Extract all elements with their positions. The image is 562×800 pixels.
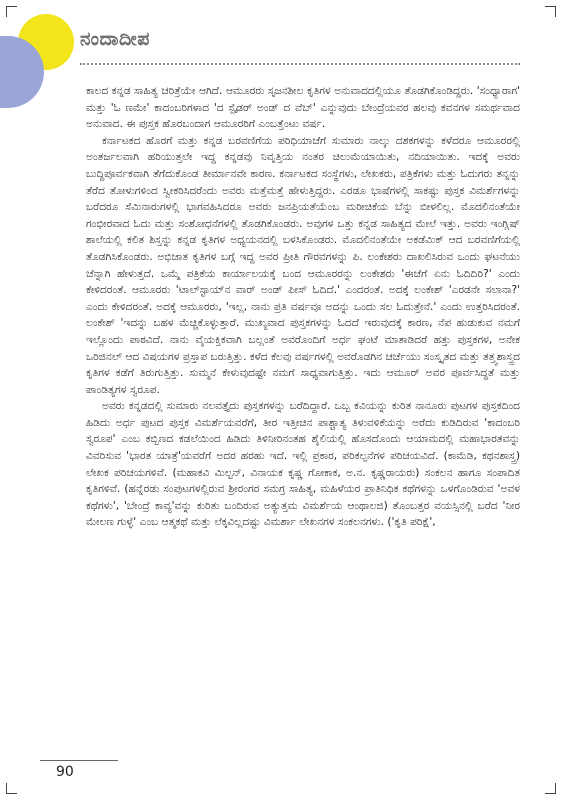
article-body <box>86 83 520 531</box>
page-number: 90 <box>56 764 74 780</box>
crop-mark-top-right <box>545 6 556 17</box>
paragraph: ಕಾಲದ ಕನ್ನಡ ಸಾಹಿತ್ಯ ಚರಿತ್ರೆಯೇ ಆಗಿದೆ. ಆಮೂರರು ಸೃಜನಶೀಲ ಕೃತಿಗಳ ಅನುವಾದದಲ್ಲಿಯೂ ತೊಡಗಿಕೊಂಡಿದ್ದರು. 'ಸಂಧ್ಯಾರಾಗ' ಮತ್ತು 'ಓ ಣಮೇ' ಕಾದಂಬರಿಗಳಾದ 'ದ ಸ್ಪೈಡರ್ ಅಂಡ್ ದ ವೆಬ್' ಎನ್ನುವುದು ಬೇಂದ್ರೆಯವರ ಹಲವು ಕವನಗಳ ಸಮರ್ಥವಾದ ಅನುವಾದ. ಈ ಪುಸ್ತಕ ಹೊರಬಂದಾಗ ಆಮೂರರಿಗೆ ಎಂಬತ್ತೆಂಟು ವರ್ಷ. <box>86 85 520 131</box>
footer-divider <box>40 760 118 761</box>
paragraph: ಅವರು ಕನ್ನಡದಲ್ಲಿ ಸುಮಾರು ನಲವತ್ತೈದು ಪುಸ್ತಕಗಳನ್ನು ಬರೆದಿದ್ದಾರೆ. ಒಬ್ಬ ಕವಿಯನ್ನು ಕುರಿತ ನಾನೂರು ಪುಟಗಳ ಪುಸ್ತಕದಿಂದ ಹಿಡಿದು ಅರ್ಧ ಪುಟದ ಪುಸ್ತಕ ವಿಮರ್ಶೆಯವರೆಗೆ, ತೀರ ಇತ್ತೀಚಿನ ಪಾಶ್ಚಾತ್ಯ ತಿಳುವಳಿಕೆಯನ್ನು ಅರೆದು ಕುಡಿದಿರುವ 'ಕಾದಂಬರಿ ಸ್ವರೂಪ' ಎಂಬ ಕಬ್ಬಿಣದ ಕಡಲೆಯಿಂದ ಹಿಡಿದು ತಿಳಿನೀರಿನಂತಹ ಶೈಲಿಯಲ್ಲಿ ಹೊಸದೊಂದು ಆಯಾಮದಲ್ಲಿ ಮಹಾಭಾರತವನ್ನು ವಿವರಿಸುವ 'ಭಾರತ ಯಾತ್ರೆ'ಯವರೆಗೆ ಅದರ ಹರಹು ಇದೆ. ಇಲ್ಲಿ ಪ್ರಕಾರ, ಪರಿಕಲ್ಪನೆಗಳ ಪರಿಚಯವಿದೆ. (ಕಾಮೆಡಿ, ಕಥನಶಾಸ್ತ್ರ) ಲೇಖಕ ಪರಿಚಯಗಳಿವೆ. (ಮಹಾಕವಿ ಮಿಲ್ಟನ್, ವಿನಾಯಕ ಕೃಷ್ಣ ಗೋಕಾಕ, ಅ.ನ. ಕೃಷ್ಣರಾಯರು) ಸಂಕಲನ ಹಾಗೂ ಸಂಪಾದಿತ ಕೃತಿಗಳಿವೆ. (ಹನ್ನೆರಡು ಸಂಪುಟಗಳಲ್ಲಿರುವ ಶ್ರೀರಂಗರ ಸಮಗ್ರ ಸಾಹಿತ್ಯ, ಮಹಿಳೆಯರ ಪ್ರಾತಿನಿಧಿಕ ಕಥೆಗಳನ್ನು ಒಳಗೊಂಡಿರುವ 'ಅವಳ ಕಥೆಗಳು', 'ಬೇಂದ್ರೆ ಕಾವ್ಯ'ವನ್ನು ಕುರಿತು ಬಂದಿರುವ ಅತ್ಯುತ್ತಮ ವಿಮರ್ಶೆಯ ಆಂಥಾಲಜಿ) ತೊಂಬತ್ತರ ವಯಸ್ಸಿನಲ್ಲಿ ಬರೆದ 'ನೀರ ಮೇಲಣ ಗುಳ್ಳೆ' ಎಂಬ ಆತ್ಮಕಥೆ ಮತ್ತು ಲೆಕ್ಕವಿಲ್ಲದಷ್ಟು ವಿಮರ್ಶಾ ಲೇಖನಗಳ ಸಂಕಲನಗಳು. ('ಕೃತಿ ಪರಿಕ್ಷೆ', <box>86 400 520 529</box>
crop-mark-bottom-right <box>545 783 556 794</box>
header-dotted-divider <box>80 63 520 65</box>
paragraph: ಕರ್ನಾಟಕದ ಹೊರಗೆ ಮತ್ತು ಕನ್ನಡ ಬರವಣಿಗೆಯ ಪರಿಧಿಯಾಚೆಗೆ ಸುಮಾರು ನಾಲ್ಕು ದಶಕಗಳನ್ನು ಕಳೆದರೂ ಆಮೂರರಲ್ಲಿ ಅಂತರ್ಜಲವಾಗಿ ಹರಿಯುತ್ತಲೇ ಇದ್ದ ಕನ್ನಡವು ನಿವೃತ್ತಿಯ ನಂತರ ಚಿಲುಮೆಯಾಯಿತು, ನದಿಯಾಯಿತು. ಇದಕ್ಕೆ ಅವರು ಬುದ್ಧಿಪೂರ್ವಕವಾಗಿ ತೆಗೆದುಕೊಂಡ ತೀರ್ಮಾನವೇ ಕಾರಣ. ಕರ್ನಾಟಕದ ಸಂಸ್ಥೆಗಳು, ಲೇಖಕರು, ಪತ್ರಿಕೆಗಳು ಮತ್ತು ಓದುಗರು ತನ್ನನ್ನು ತೆರೆದ ತೋಳುಗಳಿಂದ ಸ್ವೀಕರಿಸಿದರೆಂದು ಅವರು ಮತ್ತೆಮತ್ತೆ ಹೇಳುತ್ತಿದ್ದರು. ಎರಡೂ ಭಾಷೆಗಳಲ್ಲಿ ಸಾಕಷ್ಟು ಪುಸ್ತಕ ವಿಮರ್ಶೆಗಳನ್ನು ಬರೆದರೂ ಸೆಮಿನಾರುಗಳಲ್ಲಿ ಭಾಗವಹಿಸಿದರೂ ಅವರು ಜನಪ್ರಿಯತೆಯೆಂಬ ಮರೀಚಿಕೆಯ ಬೆನ್ನು ಬೀಳಲಿಲ್ಲ. ಮೊದಲಿನಂತೆಯೇ ಗಂಭೀರವಾದ ಓದು ಮತ್ತು ಸಂಶೋಧನೆಗಳಲ್ಲಿ ತೊಡಗಿಕೊಂಡರು. ಅವುಗಳ ಒತ್ತು ಕನ್ನಡ ಸಾಹಿತ್ಯದ ಮೇಲೆ ಇತ್ತು. ಅವರು ಇಂಗ್ಲಿಷ್ ಶಾಲೆಯಲ್ಲಿ ಕಲಿತ ಶಿಸ್ತನ್ನು ಕನ್ನಡ ಕೃತಿಗಳ ಅಧ್ಯಯನದಲ್ಲಿ ಬಳಸಿಕೊಂಡರು. ಮೊದಲಿನಂತೆಯೇ ಅಕಡೆಮಿಕ್ ಆದ ಬರವಣಿಗೆಯಲ್ಲಿ ತೊಡಗಿಸಿಕೊಂಡರು. ಅಭಿಜಾತ ಕೃತಿಗಳ ಬಗ್ಗೆ ಇದ್ದ ಅವರ ಪ್ರೀತಿ ಗೌರವಗಳನ್ನು ಪಿ. ಲಂಕೇಶರು ದಾಖಲಿಸಿರುವ ಒಂದು ಘಟನೆಯು ಚೆನ್ನಾಗಿ ಹೇಳುತ್ತದೆ. ಒಮ್ಮೆ ಪತ್ರಿಕೆಯ ಕಾರ್ಯಾಲಯಕ್ಕೆ ಬಂದ ಆಮೂರರನ್ನು ಲಂಕೇಶರು 'ಈಚೆಗೆ ಏನು ಓದಿದಿರಿ?' ಎಂದು ಕೇಳಿದರಂತೆ. ಆಮೂರರು 'ಟಾಲ್‌ಸ್ಟಾಯ್‌ನ ವಾರ್ ಅಂಡ್ ಪೀಸ್ ಓದಿದೆ.' ಎಂದರಂತೆ. ಅದಕ್ಕೆ ಲಂಕೇಶ್ 'ಎರಡನೇ ಸಲಾನಾ?' ಎಂದು ಕೇಳಿದರಂತೆ. ಅದಕ್ಕೆ ಆಮೂರರು, 'ಇಲ್ಲ, ನಾನು ಪ್ರತಿ ವರ್ಷವೂ ಅದನ್ನು ಒಂದು ಸಲ ಓದುತ್ತೇನೆ.' ಎಂದು ಉತ್ತರಿಸಿದರಂತೆ. ಲಂಕೇಶ್ 'ಇದನ್ನು ಬಹಳ ಮೆಚ್ಚಿಕೊಳ್ಳುತ್ತಾರೆ. ಮುಖ್ಯವಾದ ಪುಸ್ತಕಗಳನ್ನು ಓದದೆ ಇರುವುದಕ್ಕೆ ಕಾರಣ, ನೆಪ ಹುಡುಕುವ ನಮಗೆ ಇಲ್ಲೊಂದು ಪಾಠವಿದೆ. ನಾನು ವೈಯಕ್ತಿಕವಾಗಿ ಬಲ್ಲಂತೆ ಅವರೊಂದಿಗೆ ಅರ್ಧ ಘಂಟೆ ಮಾತಾಡಿದರೆ ಹತ್ತು ಪುಸ್ತಕಗಳ, ಅನೇಕ ಒರಿಜಿನಲ್ ಆದ ವಿಷಯಗಳ ಪ್ರಸ್ತಾಪ ಬರುತ್ತಿತ್ತು. ಕಳೆದ ಕೆಲವು ವರ್ಷಗಳಲ್ಲಿ ಅವರೊಡಗಿನ ಚರ್ಚೆಯು ಸಂಸ್ಕೃತದ ಮತ್ತು ತತ್ತ್ವಶಾಸ್ತ್ರದ ಕೃತಿಗಳ ಕಡೆಗೆ ತಿರುಗುತ್ತಿತ್ತು. ಸುಮ್ಮನೆ ಕೇಳುವುದಷ್ಟೇ ನಮಗೆ ಸಾಧ್ಯವಾಗುತ್ತಿತ್ತು. ಇದು ಆಮೂರ್ ಅವರ ಪೂರ್ವಸಿದ್ಧತೆ ಮತ್ತು ಪಾಂಡಿತ್ಯಗಳ ಸ್ವರೂಪ. <box>86 134 520 396</box>
page-header-title: ನಂದಾದೀಪ <box>80 28 150 50</box>
crop-mark-bottom-left <box>6 783 17 794</box>
crop-mark-top-left <box>6 6 17 17</box>
